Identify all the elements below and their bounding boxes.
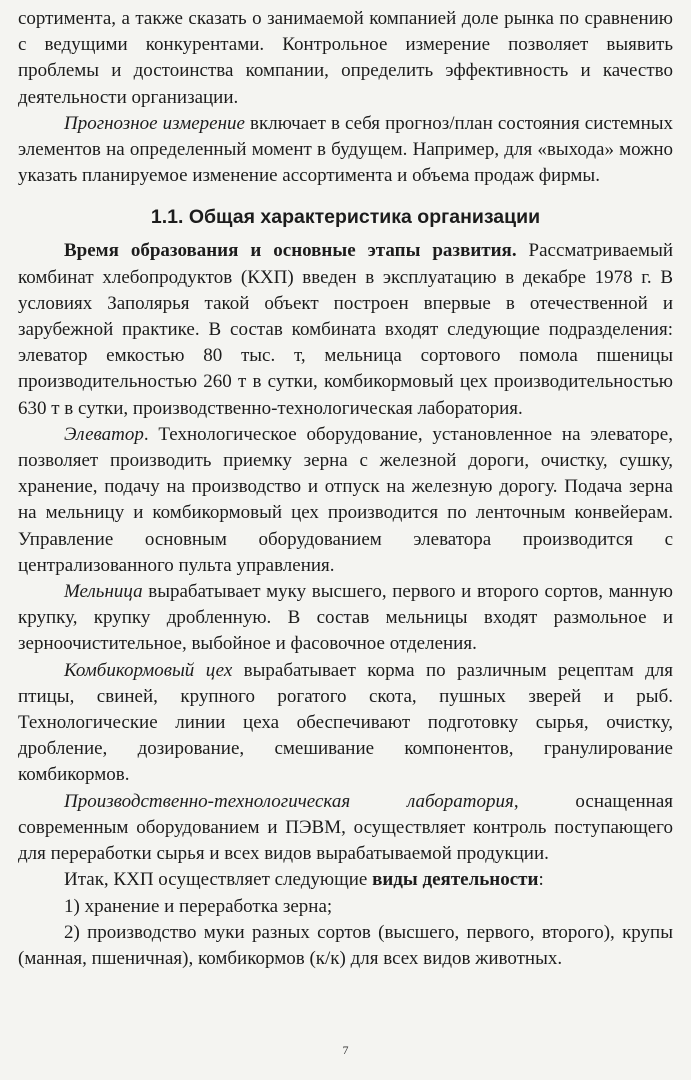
page-number: 7 xyxy=(342,1043,349,1057)
formation-text: Рассматриваемый комбинат хлебопродуктов (КХП) введен в эксплуатацию в декабре 1978 г. В условиях Заполярья такой объект построен впервые в отечественной и зарубежной практике. В состав комбината входят следующие подразделения: элеватор емкостью 80 тыс. т, мельница сортового помола пшеницы производительностью 260 т в сутки, комбикормовый цех производительностью 630 т в сутки, производственно-технологическая лаборатория. xyxy=(18,240,673,419)
paragraph-feed-shop xyxy=(18,658,673,789)
activities-lead: Итак, КХП осуществляет следующие xyxy=(64,869,373,891)
term-mill: Мельница xyxy=(64,581,143,603)
intro-text: сортимента, а также сказать о занимаемой компанией доле рынка по сравнению с ведущими конкурентами. Контрольное измерение позволяет выявить проблемы и достоинства компании, определить эффективность и качество деятельности организации. xyxy=(18,8,673,108)
paragraph-activities xyxy=(18,867,673,893)
bold-activities: виды деятельности xyxy=(372,869,539,891)
laboratory-text: , оснащенная современным оборудованием и ПЭВМ, осуществляет контроль поступающего для переработки сырья и всех видов вырабатываемой продукции. xyxy=(18,790,673,865)
feed-shop-text: вырабатывает корма по различным рецептам для птицы, свиней, крупного рогатого скота, пушных зверей и рыб. Технологические линии цеха обеспечивают подготовку сырья, очистку, дробление, дозирование, смешивание компонентов, гранулирование комбикормов. xyxy=(18,659,673,786)
paragraph-laboratory xyxy=(18,789,673,868)
list-item-1 xyxy=(18,894,673,920)
paragraph-elevator xyxy=(18,422,673,579)
section-heading: 1.1. Общая характеристика организации xyxy=(150,206,541,229)
paragraph-formation xyxy=(18,238,673,421)
paragraph-mill xyxy=(18,579,673,658)
term-feed-shop: Комбикормовый цех xyxy=(64,659,233,681)
list-item-2-text: 2) производство муки разных сортов (высшего, первого, второго), крупы (манная, пшеничная), комбикормов (к/к) для всех видов животных. xyxy=(18,921,673,969)
bold-lead-formation: Время образования и основные этапы развития. xyxy=(64,240,517,262)
term-forecast-measurement: Прогнозное измерение xyxy=(64,112,245,134)
list-item-2 xyxy=(18,920,673,972)
list-item-1-text: 1) хранение и переработка зерна; xyxy=(64,895,333,917)
paragraph-forecast-measurement xyxy=(18,111,673,190)
activities-colon: : xyxy=(538,869,544,891)
paragraph-intro-continuation xyxy=(18,6,673,111)
mill-text: вырабатывает муку высшего, первого и второго сортов, манную крупку, крупку дробленную. В состав мельницы входят размольное и зерноочистительное, выбойное и фасовочное отделения. xyxy=(18,581,673,655)
term-laboratory: Производственно-технологическая лаборатория xyxy=(64,790,514,812)
elevator-text: . Технологическое оборудование, установленное на элеваторе, позволяет производить приемку зерна с железной дороги, очистку, сушку, хранение, подачу на производство и отпуск на железную дорогу. Подача зерна на мельницу и комбикормовый цех производится по ленточным конвейерам. Управление основным оборудованием элеватора производится с централизованного пульта управления. xyxy=(18,423,673,576)
term-elevator: Элеватор xyxy=(64,423,144,445)
body-text xyxy=(18,6,673,972)
forecast-text: включает в себя прогноз/план состояния системных элементов на определенный момент в будущем. Например, для «выхода» можно указать планируемое изменение ассортимента и объема продаж фирмы. xyxy=(18,112,673,187)
